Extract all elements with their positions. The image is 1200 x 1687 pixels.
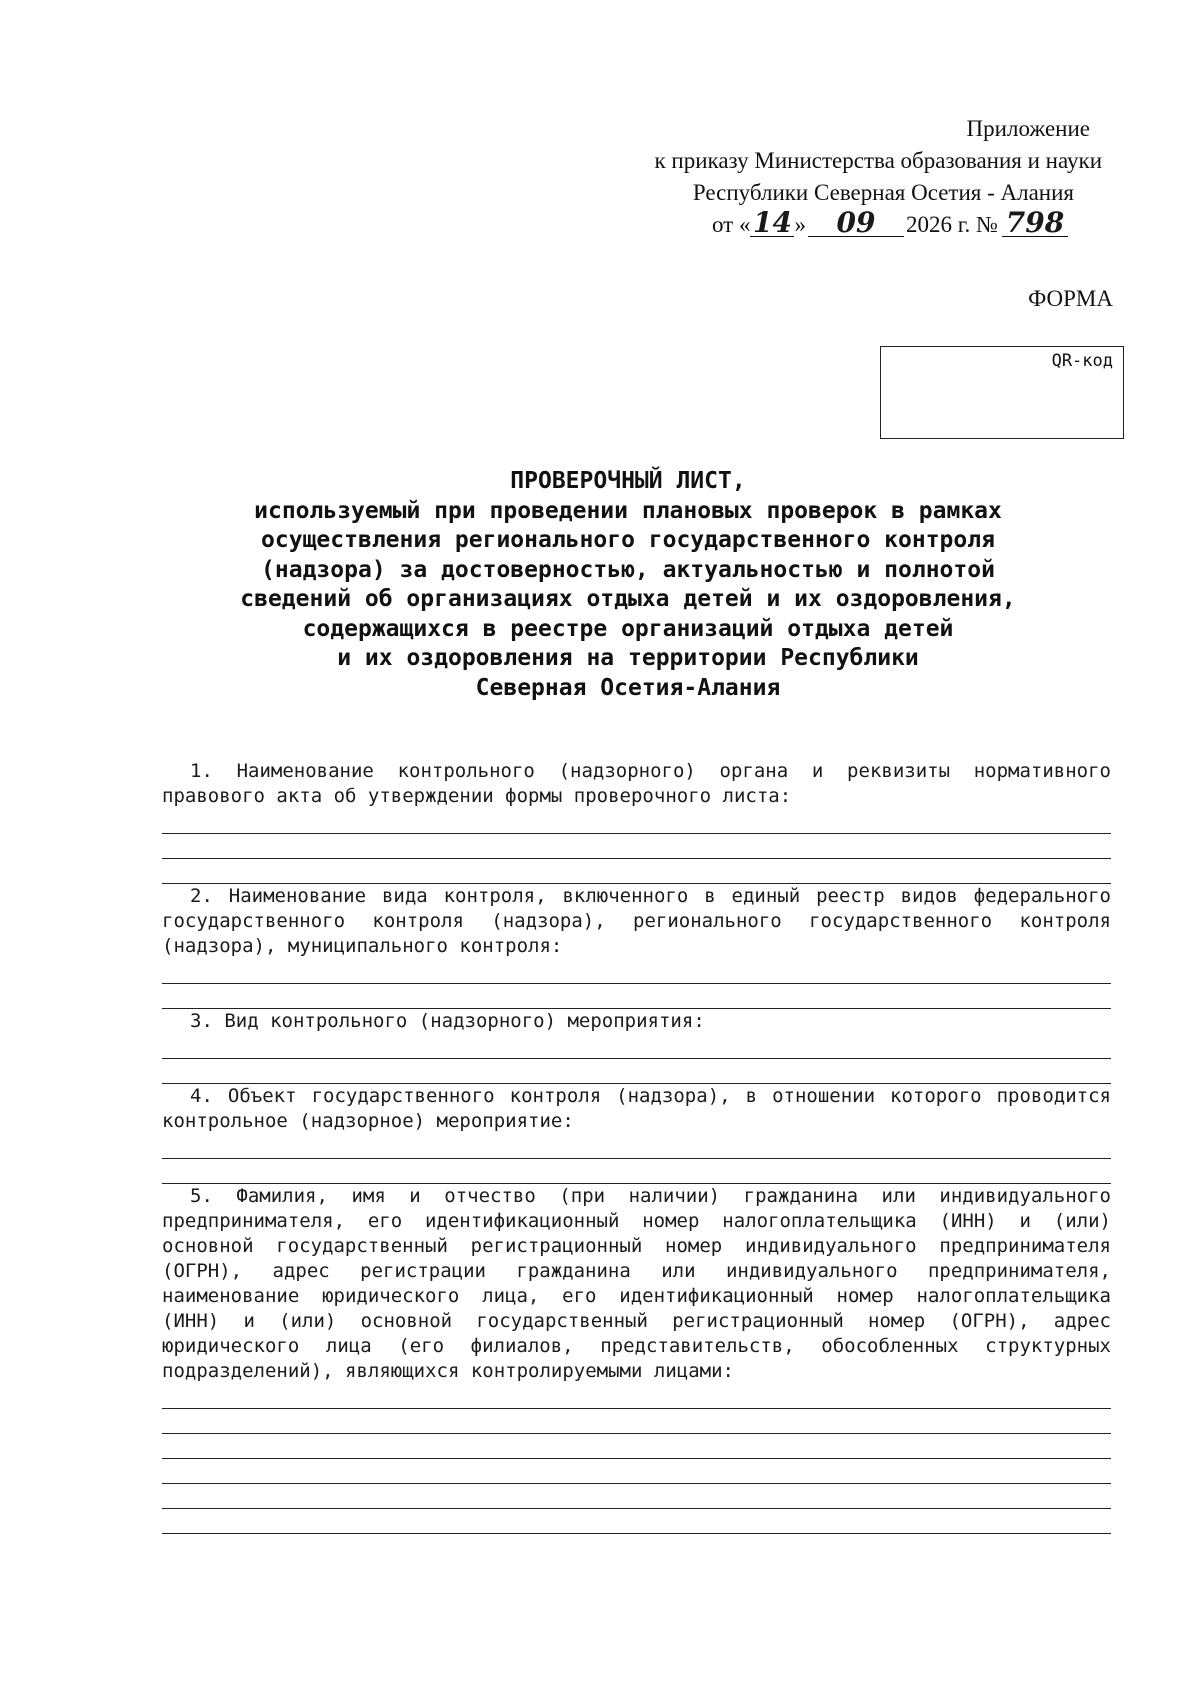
fill-line[interactable] bbox=[162, 1034, 1111, 1059]
title-line: ПРОВЕРОЧНЫЙ ЛИСТ, bbox=[510, 468, 746, 494]
section-3-text: 3. Вид контрольного (надзорного) мероприятия: bbox=[190, 1010, 705, 1032]
fill-line[interactable] bbox=[162, 859, 1111, 884]
appendix-label: Приложение bbox=[966, 116, 1090, 141]
appendix-header bbox=[654, 113, 1102, 241]
title-line: используемый при проведении плановых проверок в рамках bbox=[254, 497, 1002, 524]
fill-line[interactable] bbox=[162, 1059, 1111, 1084]
date-year: 2026 г. № bbox=[905, 212, 998, 237]
order-date-line bbox=[654, 206, 1068, 241]
handwritten-day: 14 bbox=[750, 210, 794, 237]
order-reference: к приказу Министерства образования и науки bbox=[654, 148, 1102, 173]
form-label: ФОРМА bbox=[1028, 286, 1113, 311]
handwritten-month: 09 bbox=[808, 210, 904, 237]
section-4-text: 4. Объект государственного контроля (надзора), в отношении которого проводится контрольное (надзорное) мероприятие: bbox=[162, 1085, 1111, 1132]
fill-line[interactable] bbox=[162, 1484, 1111, 1509]
title-line: сведений об организациях отдыха детей и их оздоровления, bbox=[240, 586, 1016, 612]
fill-line[interactable] bbox=[162, 1384, 1111, 1409]
document-title bbox=[130, 467, 1126, 703]
title-line: Северная Осетия-Алания bbox=[475, 674, 781, 701]
fill-line[interactable] bbox=[162, 1134, 1111, 1159]
fill-line[interactable] bbox=[162, 809, 1111, 834]
section-1-text: 1. Наименование контрольного (надзорного) органа и реквизиты нормативного правового акта об утверждении формы проверочного листа: bbox=[162, 760, 1111, 807]
title-line: и их оздоровления на территории Республики bbox=[337, 645, 919, 671]
title-line: содержащихся в реестре организаций отдыха детей bbox=[302, 615, 954, 642]
handwritten-order-number: 798 bbox=[1002, 210, 1068, 237]
fill-line[interactable] bbox=[162, 959, 1111, 984]
fill-line[interactable] bbox=[162, 1459, 1111, 1484]
fill-line[interactable] bbox=[162, 1434, 1111, 1459]
fill-line[interactable] bbox=[162, 834, 1111, 859]
fill-line[interactable] bbox=[162, 984, 1111, 1009]
qr-code-box bbox=[880, 346, 1124, 439]
title-line: осуществления регионального государственного контроля bbox=[261, 527, 995, 553]
section-2-text: 2. Наименование вида контроля, включенного в единый реестр видов федерального государственного контроля (надзора), регионального государственного контроля (надзора), муниципального контроля: bbox=[162, 885, 1111, 957]
section-5-text: 5. Фамилия, имя и отчество (при наличии) гражданина или индивидуального предпринимателя, его идентификационный номер налогоплательщика (ИНН) и (или) основной государственный регистрационный номер индивидуального предпринимателя (ОГРН), адрес регистрации гражданина или индивидуального предпринимателя, наименование юридического лица, его идентификационный номер налогоплательщика (ИНН) и (или) основной государственный регистрационный номер (ОГРН), адрес юридического лица (его филиалов, представительств, обособленных структурных подразделений), являющихся контролируемыми лицами: bbox=[162, 1185, 1111, 1382]
form-body bbox=[162, 759, 1111, 1534]
qr-code-label: QR-код bbox=[1051, 351, 1113, 371]
date-prefix: от « bbox=[711, 212, 751, 237]
fill-line[interactable] bbox=[162, 1159, 1111, 1184]
fill-line[interactable] bbox=[162, 1409, 1111, 1434]
republic-name: Республики Северная Осетия - Алания bbox=[692, 180, 1074, 205]
date-quote: » bbox=[794, 212, 806, 237]
title-line: (надзора) за достоверностью, актуальностью и полнотой bbox=[261, 556, 995, 583]
fill-line[interactable] bbox=[162, 1509, 1111, 1534]
